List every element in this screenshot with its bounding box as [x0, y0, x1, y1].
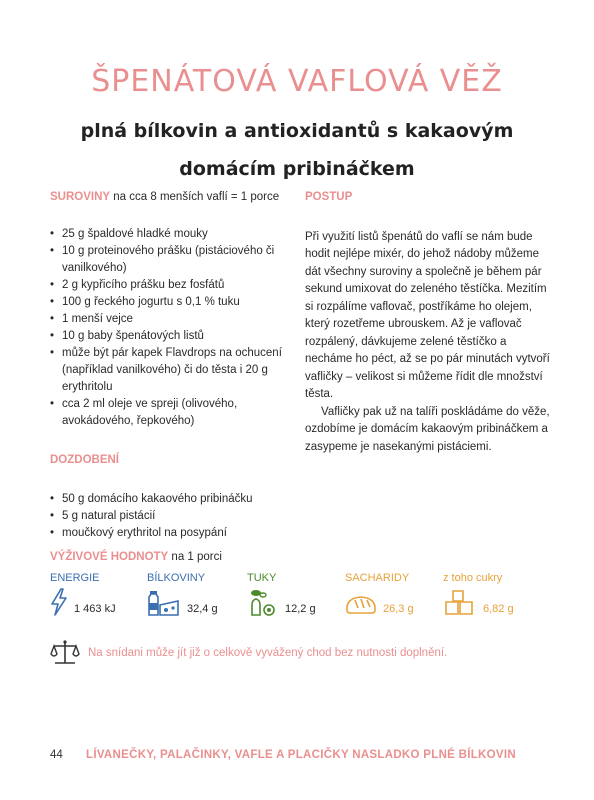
lightning-icon [50, 588, 68, 616]
method-paragraph: Vafličky pak už na talíři poskládáme do věže, ozdobíme je domácím kakaovým pribináčkem a zasypeme je nasekanými pistáciemi. [305, 405, 550, 453]
list-item: • 5 g natural pistácií [50, 508, 295, 525]
page-footer [50, 749, 516, 761]
olive-oil-icon [247, 588, 279, 616]
nutrition-title: VÝŽIVOVÉ HODNOTY [50, 551, 169, 563]
list-item: • 100 g řeckého jogurtu s 0,1 % tuku [50, 294, 295, 311]
ingredients-list [50, 226, 295, 430]
list-item: • moučkový erythritol na posypání [50, 525, 295, 542]
method-text [305, 229, 555, 457]
nutrition-value: 12,2 g [285, 603, 316, 615]
portion-note: na cca 8 menších vaflí = 1 porce [113, 191, 280, 203]
tip-box [50, 638, 447, 668]
nutrition-per: na 1 porci [171, 551, 222, 563]
scale-icon [50, 638, 80, 668]
milk-cheese-icon [147, 588, 181, 616]
left-column [50, 189, 295, 542]
nutrition-label: ENERGIE [50, 572, 100, 584]
nutrition-value: 6,82 g [483, 603, 514, 615]
decoration-title: DOZDOBENÍ [50, 454, 119, 466]
list-item: • 50 g domácího kakaového pribináčku [50, 491, 295, 508]
method-paragraph: Při využití listů špenátů do vaflí se nám bude hodit nejlépe mixér, do jehož nádoby můžeme dát všechny suroviny a společně je během pár sekund umixovat do zeleného těstíčka. Mezitím si rozpálíme vaflovač, postříkáme ho olejem, který rozetřeme ubrouskem. Až je vaflovač rozpálený, dávkujeme zelené těstíčko a necháme ho péct, až se po pár minutách vytvoří vafličky – velikost si můžeme řídit dle množství těsta. [305, 230, 550, 400]
bread-icon [345, 588, 377, 616]
recipe-subtitle: plná bílkovin a antioxidantů s kakaovým domácím pribináčkem [80, 120, 514, 180]
nutrition-heading [50, 551, 222, 563]
list-item: • 10 g baby špenátových listů [50, 328, 295, 345]
nutrition-value: 26,3 g [383, 603, 414, 615]
nutrition-value: 1 463 kJ [74, 603, 116, 615]
nutrition-energy [50, 572, 116, 616]
nutrition-label: SACHARIDY [345, 572, 410, 584]
nutrition-label: BÍLKOVINY [147, 572, 206, 584]
list-item: • cca 2 ml oleje ve spreji (olivového, avokádového, řepkového) [50, 396, 295, 430]
list-item: • 2 g kypřicího prášku bez fosfátů [50, 277, 295, 294]
sugar-cubes-icon [443, 588, 477, 616]
nutrition-sugar [443, 572, 514, 616]
chapter-title: LÍVANEČKY, PALAČINKY, VAFLE A PLACIČKY NASLADKO PLNÉ BÍLKOVIN [86, 749, 516, 761]
nutrition-fat [247, 572, 316, 616]
nutrition-value: 32,4 g [187, 603, 218, 615]
page-number: 44 [50, 749, 63, 761]
list-item: • může být pár kapek Flavdrops na ochucení (například vanilkového) či do těsta i 20 g erythritolu [50, 345, 295, 396]
recipe-title: ŠPENÁTOVÁ VAFLOVÁ VĚŽ [91, 64, 503, 99]
list-item: • 1 menší vejce [50, 311, 295, 328]
nutrition-label: z toho cukry [443, 572, 503, 584]
nutrition-carbs [345, 572, 414, 616]
list-item: • 10 g proteinového prášku (pistáciového či vanilkového) [50, 243, 295, 277]
method-title: POSTUP [305, 191, 353, 203]
ingredients-title: SUROVINY [50, 191, 111, 203]
list-item: • 25 g špaldové hladké mouky [50, 226, 295, 243]
nutrition-protein [147, 572, 218, 616]
tip-text: Na snídani může jít již o celkově vyvážený chod bez nutnosti doplnění. [88, 647, 448, 659]
nutrition-label: TUKY [247, 572, 277, 584]
decoration-list [50, 491, 295, 542]
right-column [305, 189, 555, 456]
ingredients-heading [50, 189, 295, 206]
